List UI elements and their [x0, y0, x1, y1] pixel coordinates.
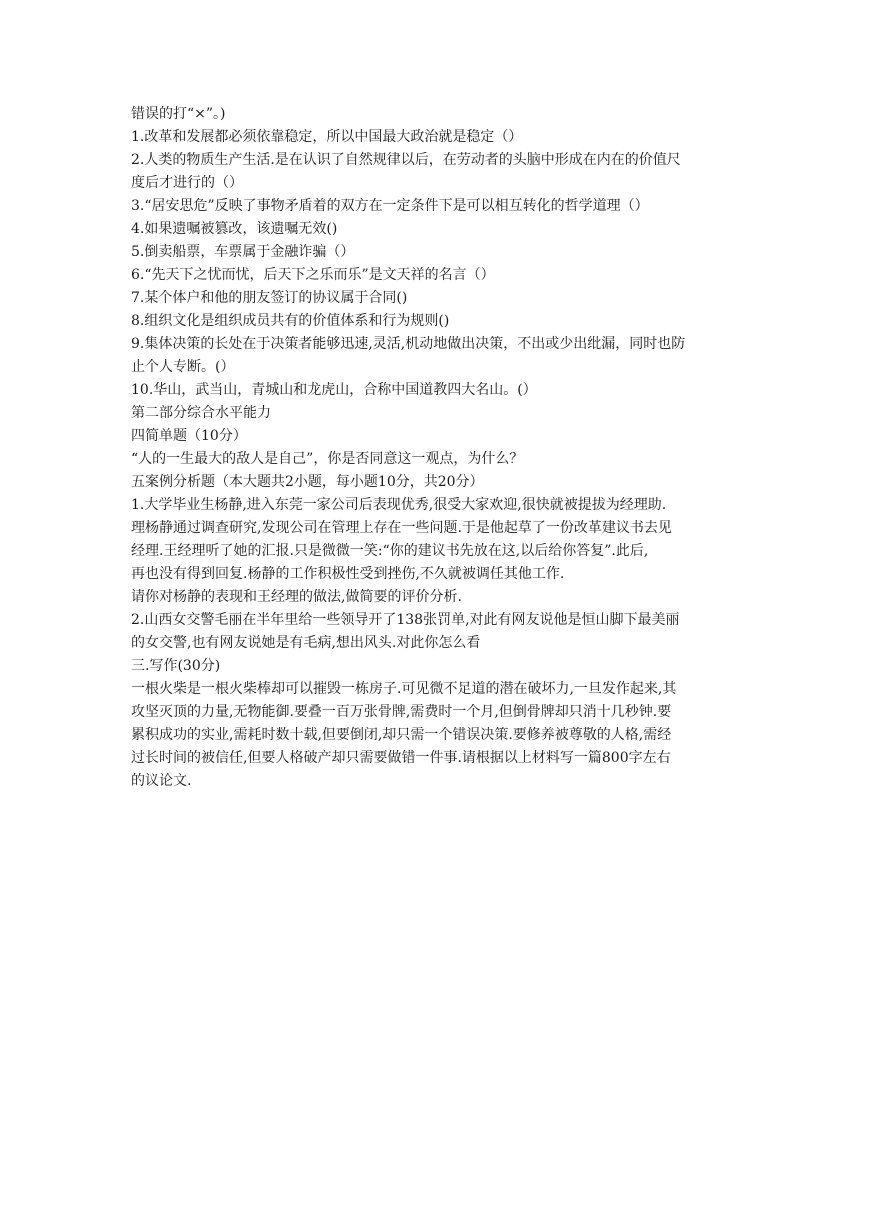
question-9: 9.集体决策的长处在于决策者能够迅速,灵活,机动地做出决策，不出或少出纰漏，同时也防 [131, 336, 686, 352]
question-4: 4.如果遗嘱被篡改，该遗嘱无效() [131, 221, 338, 237]
case-2: 2.山西女交警毛丽在半年里给一些领导开了138张罚单,对此有网友说他是恒山脚下最美丽 [131, 612, 680, 628]
section-heading: 三.写作(30分) [131, 658, 221, 674]
case-1-prompt: 请你对杨静的表现和王经理的做法,做简要的评价分析. [131, 589, 462, 605]
question-2-cont: 度后才进行的（） [131, 175, 243, 191]
question-7: 7.某个体户和他的朋友签订的协议属于合同() [131, 290, 408, 306]
question-8: 8.组织文化是组织成员共有的价值体系和行为规则() [131, 313, 450, 329]
section-heading: 第二部分综合水平能力 [131, 405, 271, 421]
writing-material-cont: 攻坚灭顶的力量,无物能御.要叠一百万张骨牌,需费时一个月,但倒骨牌却只消十几秒钟.要 [131, 704, 672, 720]
case-1: 1.大学毕业生杨静,进入东莞一家公司后表现优秀,很受大家欢迎,很快就被提拔为经理助. [131, 497, 667, 513]
question-10: 10.华山，武当山，青城山和龙虎山，合称中国道教四大名山。(） [131, 382, 537, 398]
writing-material: 一根火柴是一根火柴棒却可以摧毁一栋房子.可见微不足道的潜在破坏力,一旦发作起来,其 [131, 681, 677, 697]
case-1-cont: 经理.王经理听了她的汇报.只是微微一笑:“你的建议书先放在这,以后给你答复”.此后, [131, 543, 649, 559]
question-3: 3.“居安思危”反映了事物矛盾着的双方在一定条件下是可以相互转化的哲学道理（） [131, 198, 649, 214]
text-line: 错误的打“×”。) [131, 106, 226, 122]
case-2-cont: 的女交警,也有网友说她是有毛病,想出风头.对此你怎么看 [131, 635, 481, 651]
question-5: 5.倒卖船票，车票属于金融诈骗（） [131, 244, 355, 260]
writing-material-cont: 累积成功的实业,需耗时数十载,但要倒闭,却只需一个错误决策.要修养被尊敬的人格,需经 [131, 727, 672, 743]
section-heading: 五案例分析题（本大题共2小题，每小题10分，共20分） [131, 474, 484, 490]
case-1-cont: 理杨静通过调查研究,发现公司在管理上存在一些问题.于是他起草了一份改革建议书去见 [131, 520, 672, 536]
writing-material-cont: 的议论文. [131, 773, 192, 789]
question-1: 1.改革和发展都必须依靠稳定，所以中国最大政治就是稳定（） [131, 129, 523, 145]
question-6: 6.“先天下之忧而忧，后天下之乐而乐”是文天祥的名言（） [131, 267, 495, 283]
writing-material-cont: 过长时间的被信任,但要人格破产却只需要做错一件事.请根据以上材料写一篇800字左右 [131, 750, 671, 766]
question-2: 2.人类的物质生产生活.是在认识了自然规律以后，在劳动者的头脑中形成在内在的价值尺 [131, 152, 681, 168]
question-9-cont: 止个人专断。(） [131, 359, 235, 375]
document-page [131, 103, 741, 793]
section-heading: 四简单题（10分） [131, 428, 247, 444]
short-answer-question: “人的一生最大的敌人是自己”，你是否同意这一观点，为什么？ [131, 451, 524, 467]
case-1-cont: 再也没有得到回复.杨静的工作积极性受到挫伤,不久就被调任其他工作. [131, 566, 565, 582]
